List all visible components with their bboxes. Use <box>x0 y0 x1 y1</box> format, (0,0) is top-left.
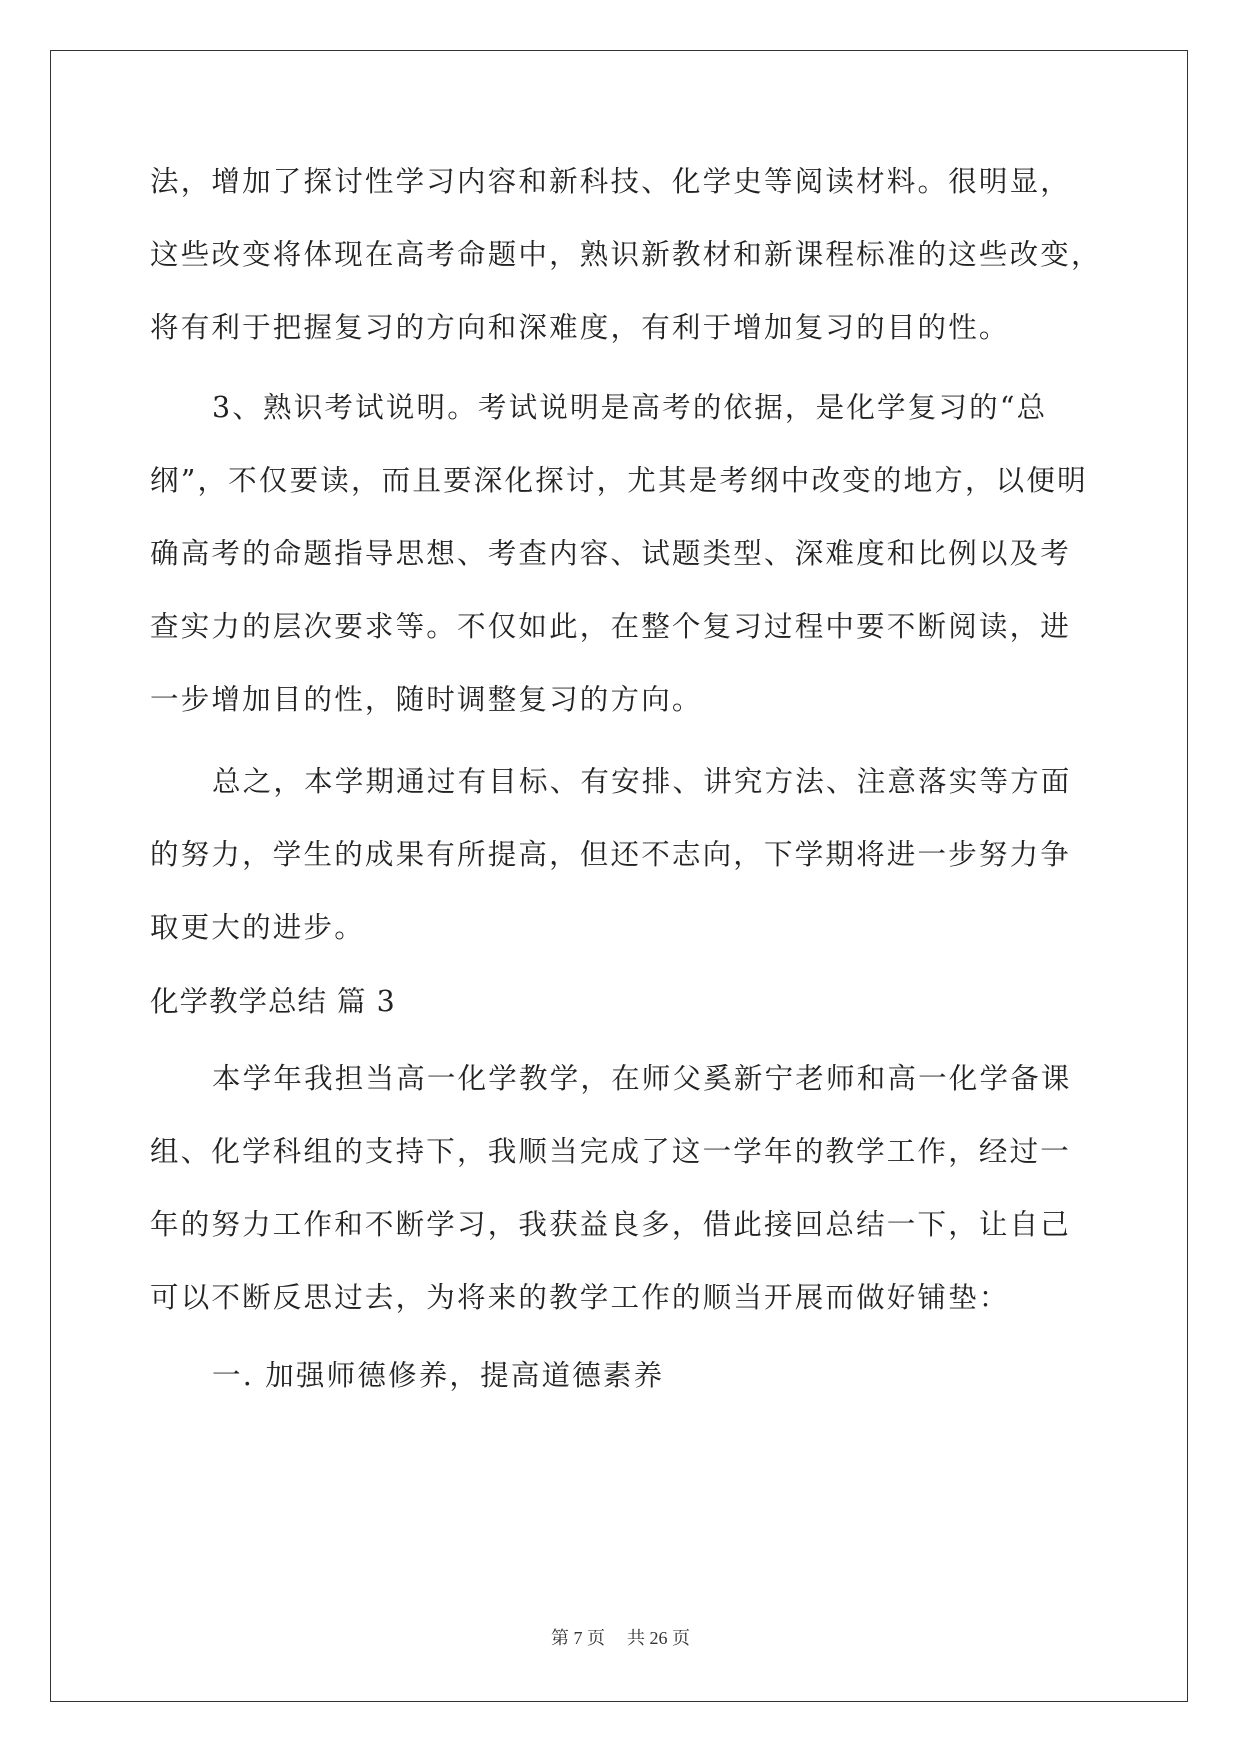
page-number: 第 7 页 <box>551 1628 605 1648</box>
paragraph-start-line: 本学年我担当高一化学教学，在师父奚新宁老师和高一化学备课 <box>212 1062 1072 1095</box>
paragraph-start-line: 3、熟识考试说明。考试说明是高考的依据，是化学复习的“总 <box>212 391 1048 424</box>
text-line: 确高考的命题指导思想、考查内容、试题类型、深难度和比例以及考 <box>150 537 1072 570</box>
page-footer <box>0 1626 1241 1650</box>
text-line: 的努力，学生的成果有所提高，但还不志向，下学期将进一步努力争 <box>150 838 1072 871</box>
paragraph-start-line: 总之，本学期通过有目标、有安排、讲究方法、注意落实等方面 <box>212 765 1072 798</box>
section-heading: 化学教学总结 篇 3 <box>150 985 396 1018</box>
text-line: 将有利于把握复习的方向和深难度，有利于增加复习的目的性。 <box>150 311 1010 344</box>
text-line: 这些改变将体现在高考命题中，熟识新教材和新课程标准的这些改变， <box>150 238 1102 271</box>
text-line: 可以不断反思过去，为将来的教学工作的顺当开展而做好铺垫： <box>150 1281 1010 1314</box>
text-line: 纲”，不仅要读，而且要深化探讨，尤其是考纲中改变的地方，以便明 <box>150 464 1088 497</box>
text-line: 法，增加了探讨性学习内容和新科技、化学史等阅读材料。很明显， <box>150 165 1072 198</box>
text-line: 取更大的进步。 <box>150 911 365 944</box>
text-line: 一步增加目的性，随时调整复习的方向。 <box>150 683 703 716</box>
subheading-line: 一. 加强师德修养，提高道德素养 <box>212 1359 665 1392</box>
page-total: 共 26 页 <box>627 1628 690 1648</box>
text-line: 组、化学科组的支持下，我顺当完成了这一学年的教学工作，经过一 <box>150 1135 1072 1168</box>
text-line: 年的努力工作和不断学习，我获益良多，借此接回总结一下，让自己 <box>150 1208 1072 1241</box>
text-line: 查实力的层次要求等。不仅如此，在整个复习过程中要不断阅读，进 <box>150 610 1072 643</box>
